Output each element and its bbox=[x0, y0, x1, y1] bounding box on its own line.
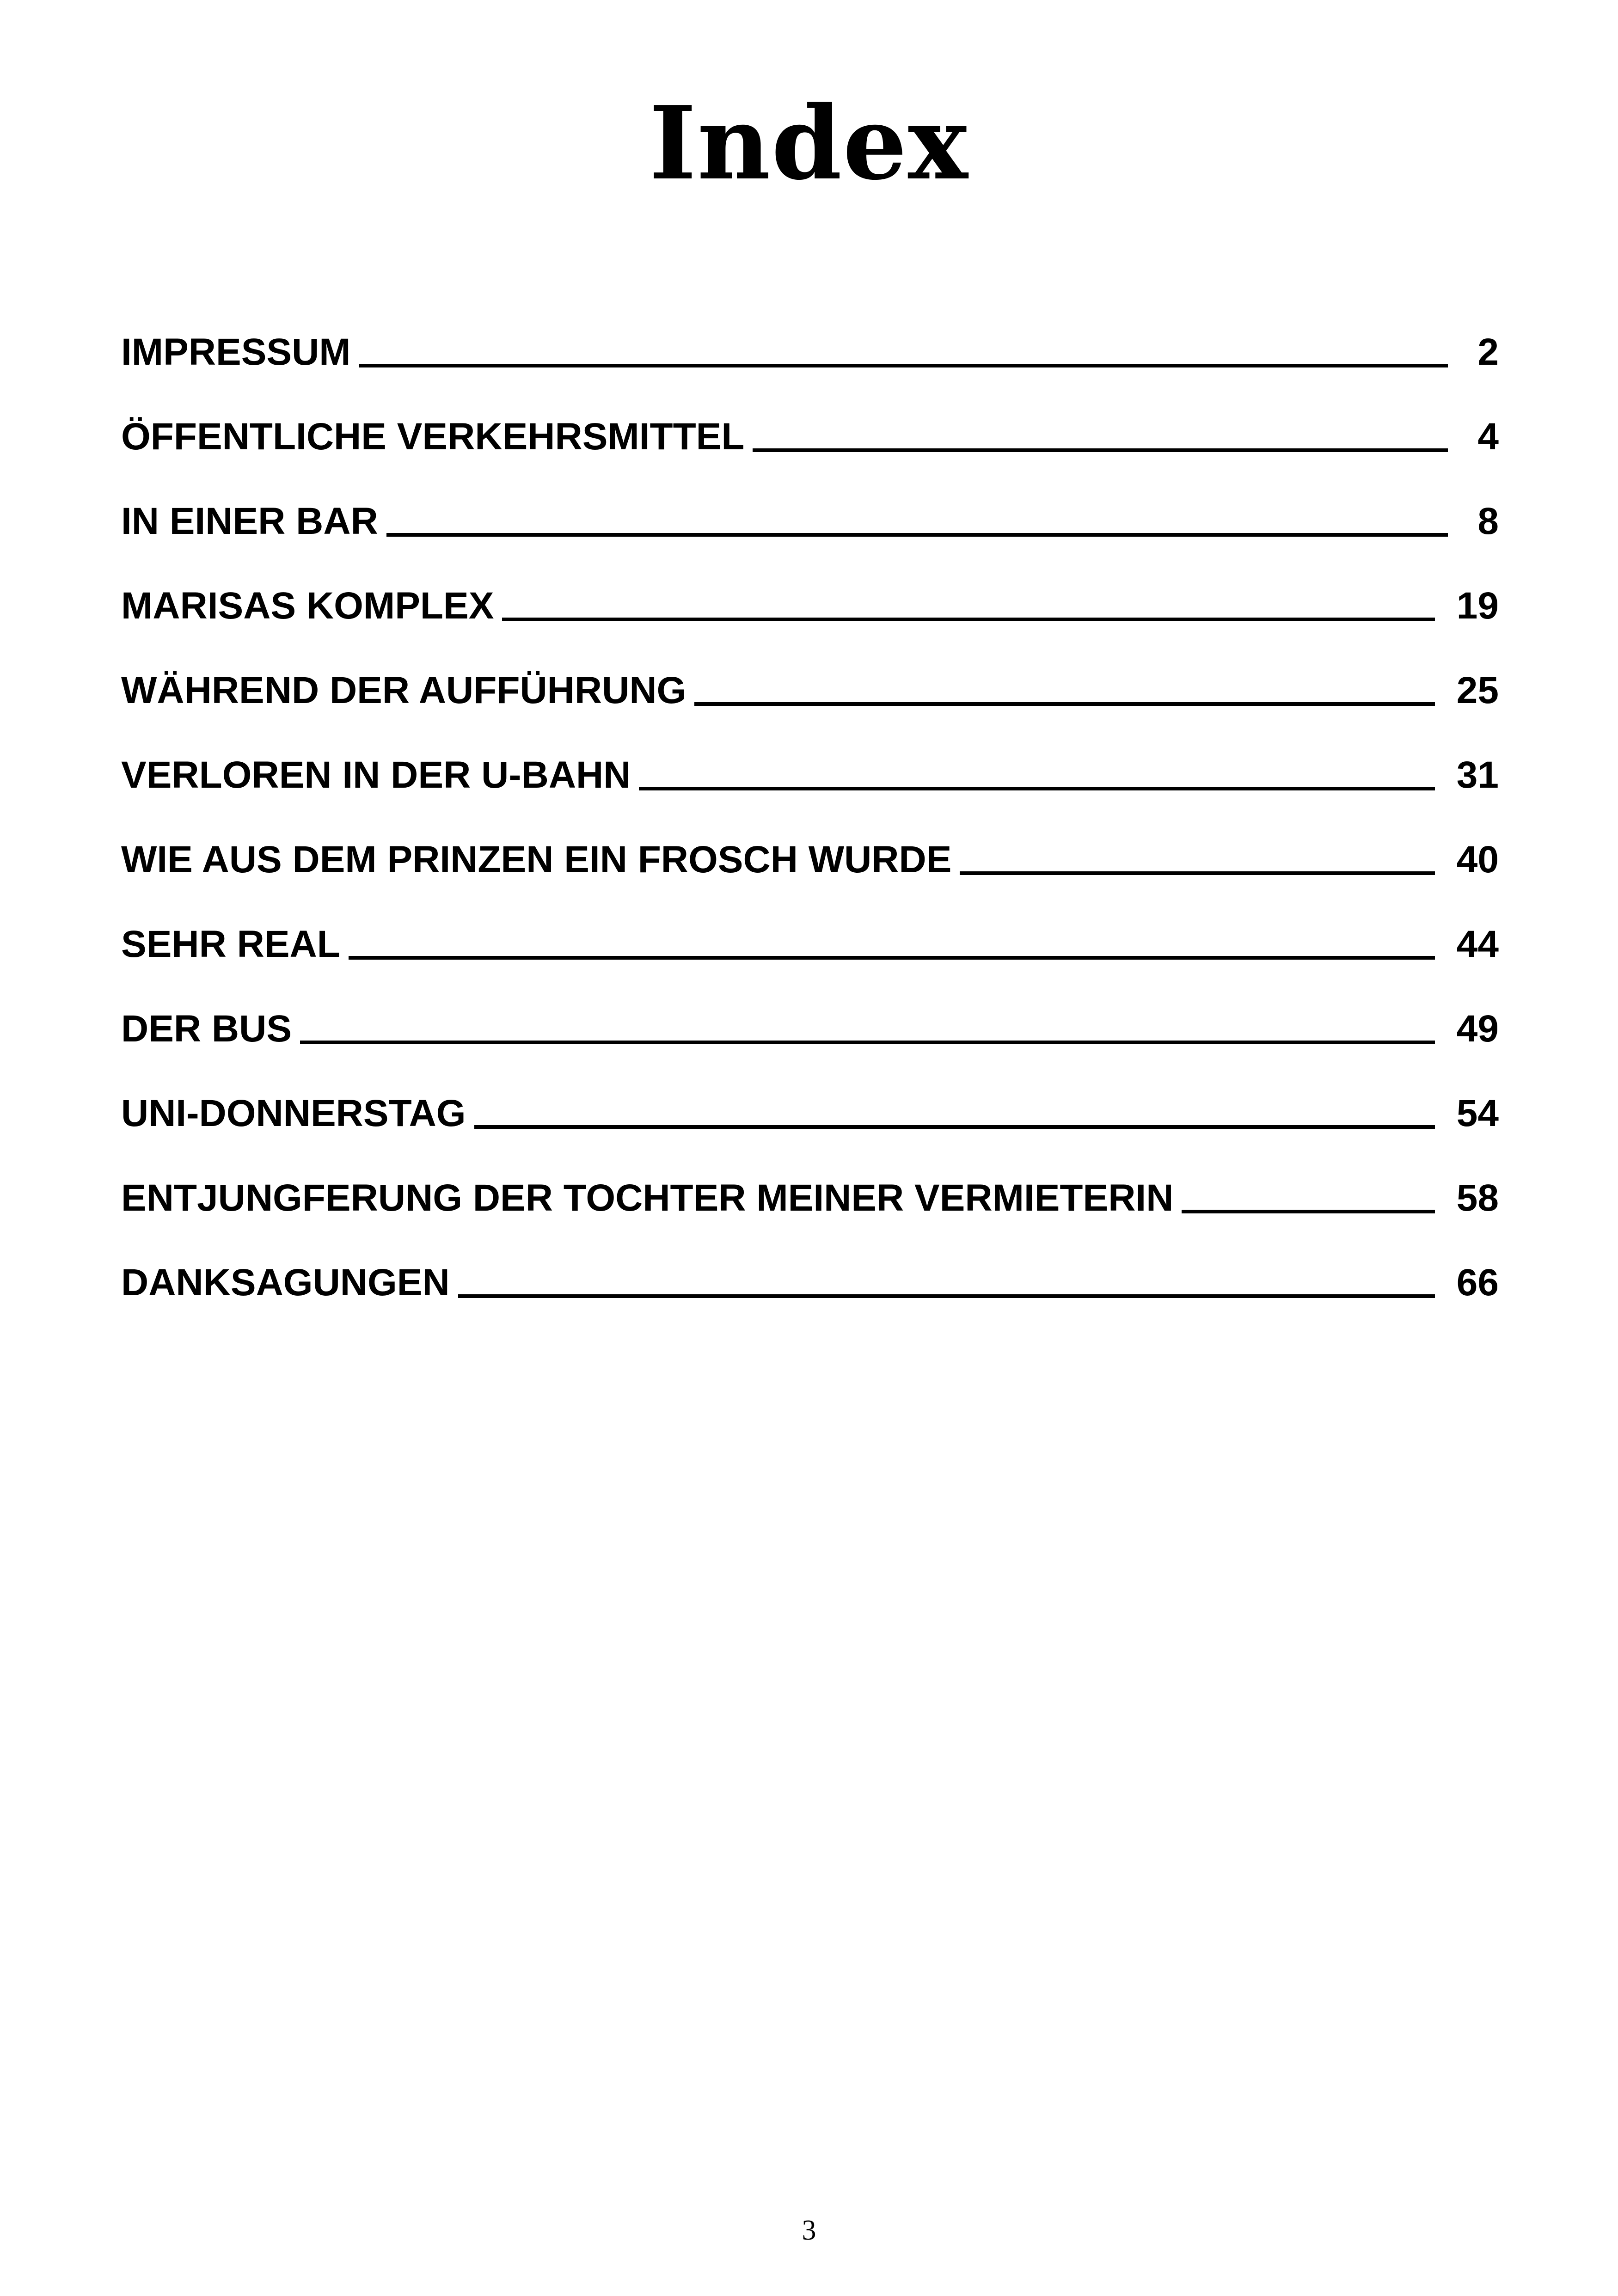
toc-entry-title: IN EINER BAR bbox=[121, 500, 378, 542]
toc-entry-page: 44 bbox=[1456, 923, 1499, 965]
toc-entry[interactable] bbox=[121, 500, 1499, 584]
toc-entry[interactable] bbox=[121, 669, 1499, 753]
toc-entry[interactable] bbox=[121, 1092, 1499, 1176]
toc-entry-page: 2 bbox=[1477, 331, 1499, 373]
toc-entry-page: 54 bbox=[1456, 1092, 1499, 1134]
toc-leader-line bbox=[502, 618, 1435, 621]
toc-entry-title: DER BUS bbox=[121, 1008, 292, 1050]
toc-entry-page: 4 bbox=[1477, 416, 1499, 458]
table-of-contents bbox=[121, 331, 1499, 1346]
toc-entry-page: 49 bbox=[1456, 1008, 1499, 1050]
page-title: Index bbox=[649, 84, 969, 202]
toc-entry-page: 25 bbox=[1456, 669, 1499, 711]
toc-entry-title: ÖFFENTLICHE VERKEHRSMITTEL bbox=[121, 416, 745, 458]
toc-leader-line bbox=[474, 1125, 1435, 1129]
toc-entry[interactable] bbox=[121, 584, 1499, 669]
toc-entry-title: VERLOREN IN DER U-BAHN bbox=[121, 754, 631, 796]
toc-leader-line bbox=[639, 787, 1435, 790]
toc-entry-page: 40 bbox=[1456, 839, 1499, 881]
toc-entry-page: 66 bbox=[1456, 1261, 1499, 1304]
toc-entry-title: WÄHREND DER AUFFÜHRUNG bbox=[121, 669, 686, 711]
toc-entry-page: 19 bbox=[1456, 585, 1499, 627]
toc-leader-line bbox=[300, 1041, 1435, 1044]
toc-entry[interactable] bbox=[121, 1176, 1499, 1261]
toc-leader-line bbox=[694, 702, 1435, 706]
toc-entry[interactable] bbox=[121, 753, 1499, 838]
toc-entry-page: 31 bbox=[1456, 754, 1499, 796]
toc-entry[interactable] bbox=[121, 1261, 1499, 1346]
toc-entry-page: 58 bbox=[1456, 1177, 1499, 1219]
toc-entry-page: 8 bbox=[1477, 500, 1499, 542]
toc-entry-title: UNI-DONNERSTAG bbox=[121, 1092, 466, 1134]
toc-entry-title: WIE AUS DEM PRINZEN EIN FROSCH WURDE bbox=[121, 839, 952, 881]
toc-leader-line bbox=[458, 1294, 1435, 1298]
toc-entry-title: ENTJUNGFERUNG DER TOCHTER MEINER VERMIETERIN bbox=[121, 1177, 1174, 1219]
toc-leader-line bbox=[960, 871, 1435, 875]
toc-entry[interactable] bbox=[121, 331, 1499, 415]
toc-entry-title: MARISAS KOMPLEX bbox=[121, 585, 494, 627]
toc-entry[interactable] bbox=[121, 923, 1499, 1007]
toc-entry-title: IMPRESSUM bbox=[121, 331, 351, 373]
toc-leader-line bbox=[753, 448, 1448, 452]
toc-leader-line bbox=[386, 533, 1448, 537]
page-number: 3 bbox=[802, 2215, 816, 2246]
toc-entry-title: DANKSAGUNGEN bbox=[121, 1261, 450, 1304]
toc-entry[interactable] bbox=[121, 1007, 1499, 1092]
toc-entry[interactable] bbox=[121, 415, 1499, 500]
toc-leader-line bbox=[349, 956, 1435, 960]
toc-leader-line bbox=[359, 364, 1448, 367]
toc-entry[interactable] bbox=[121, 838, 1499, 923]
toc-leader-line bbox=[1182, 1210, 1435, 1213]
toc-entry-title: SEHR REAL bbox=[121, 923, 340, 965]
